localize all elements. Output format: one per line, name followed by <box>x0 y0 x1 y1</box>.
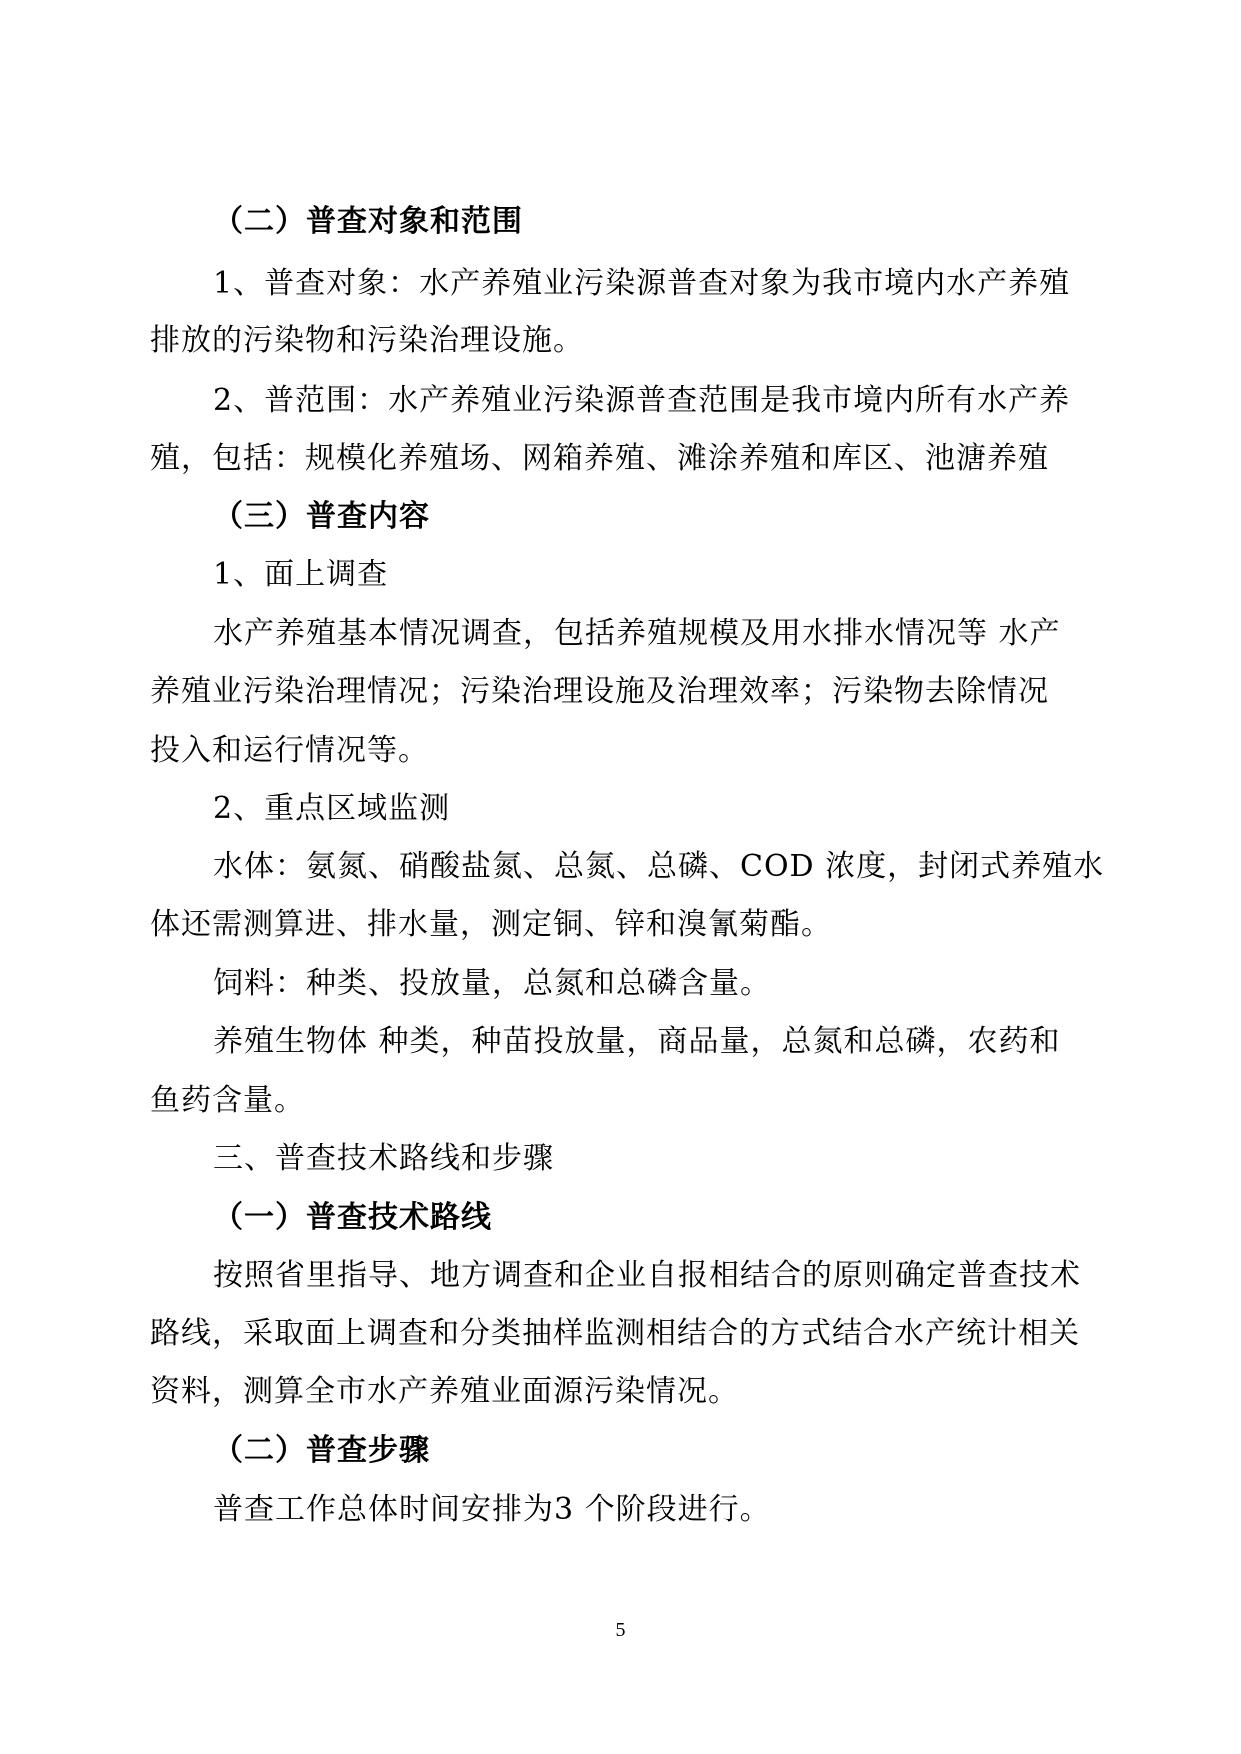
paragraph-line: 投入和运行情况等。 <box>150 733 429 768</box>
paragraph-line: 饲料：种类、投放量，总氮和总磷含量。 <box>213 966 771 1001</box>
paragraph-line: 2、普范围：水产养殖业污染源普查范围是我市境内所有水产养 <box>213 383 1071 418</box>
paragraph-line: 水产养殖基本情况调查，包括养殖规模及用水排水情况等 水产 <box>213 616 1061 651</box>
paragraph-line: 鱼药含量。 <box>150 1083 305 1118</box>
paragraph-line: 水体：氨氮、硝酸盐氮、总氮、总磷、COD 浓度，封闭式养殖水 <box>213 849 1105 884</box>
section-heading-content: （三）普查内容 <box>213 499 430 534</box>
section-heading-scope: （二）普查对象和范围 <box>213 204 523 239</box>
page-number: 5 <box>615 1619 626 1641</box>
paragraph-line: 1、面上调查 <box>213 557 389 592</box>
paragraph-line: 普查工作总体时间安排为3 个阶段进行。 <box>213 1492 771 1527</box>
paragraph-line: 2、重点区域监测 <box>213 791 451 826</box>
paragraph-line: 排放的污染物和污染治理设施。 <box>150 323 584 358</box>
paragraph-line: 养殖业污染治理情况；污染治理设施及治理效率；污染物去除情况 <box>150 674 1049 709</box>
paragraph-line: 按照省里指导、地方调查和企业自报相结合的原则确定普查技术 <box>213 1258 1081 1293</box>
paragraph-line: 1、普查对象：水产养殖业污染源普查对象为我市境内水产养殖 <box>213 266 1071 301</box>
paragraph-line: 三、普查技术路线和步骤 <box>213 1141 554 1176</box>
paragraph-line: 殖，包括：规模化养殖场、网箱养殖、滩涂养殖和库区、池溏养殖 <box>150 441 1049 476</box>
paragraph-line: 养殖生物体 种类，种苗投放量，商品量，总氮和总磷，农药和 <box>213 1024 1061 1059</box>
paragraph-line: 体还需测算进、排水量，测定铜、锌和溴氰菊酯。 <box>150 907 832 942</box>
section-heading-steps: （二）普查步骤 <box>213 1433 430 1468</box>
section-heading-route: （一）普查技术路线 <box>213 1200 492 1235</box>
paragraph-line: 路线，采取面上调查和分类抽样监测相结合的方式结合水产统计相关 <box>150 1316 1080 1351</box>
paragraph-line: 资料，测算全市水产养殖业面源污染情况。 <box>150 1374 739 1409</box>
